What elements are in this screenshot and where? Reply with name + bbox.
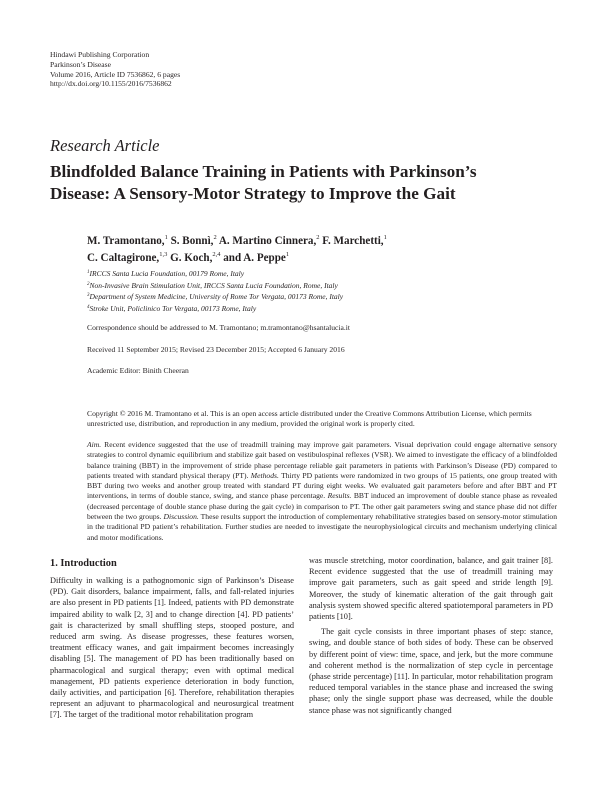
author-name: S. Bonnì,	[167, 235, 214, 247]
author-affiliation-mark: 1	[164, 234, 168, 241]
abstract-label-discussion: Discussion.	[161, 512, 199, 522]
author-list	[87, 233, 557, 267]
doi-link[interactable]: http://dx.doi.org/10.1155/2016/7536862	[50, 79, 172, 89]
author-name: and A. Peppe	[220, 252, 286, 264]
author-affiliation-mark: 2	[213, 234, 217, 241]
abstract-label-aim: Aim.	[87, 440, 102, 449]
abstract-methods: Thirty PD patients were randomized in two groups of 15 patients, one group treated with BBT during two weeks and another group treated with standard PT during eight weeks. We evaluated gait parameters before and after BBT and PT interventions, in terms of double stance, swing, and stance phase percentage.	[87, 470, 557, 501]
author-name: F. Marchetti,	[319, 235, 384, 247]
author-name: A. Martino Cinnera,	[216, 235, 317, 247]
author-line-1	[87, 233, 557, 250]
volume-info: Volume 2016, Article ID 7536862, 6 pages	[50, 69, 181, 79]
affiliation-item	[87, 303, 343, 315]
dates-line: Received 11 September 2015; Revised 23 December 2015; Accepted 6 January 2016	[87, 345, 345, 354]
author-affiliation-mark: 2,4	[212, 251, 221, 258]
body-paragraph: Difficulty in walking is a pathognomonic sign of Parkinson’s Disease (PD). Gait disorders, balance impairment, falls, and fall-related injuries are also present in PD patients [1]. Indeed, patients with PD demonstrate impaired ability to walk [2, 3] and to change direction [4]. PD patients’ gait is characterized by small shuffling steps, stooped posture, and reduced arm swing. As disease progresses, these features worsen, treatment efficacy wanes, and gait impairment becomes increasingly disabling [5]. The management of PD has been traditionally based on pharmacological and surgical therapy; even with optimal medical management, PD patients experience deterioration in body function, daily activities, and participation [6]. Therefore, rehabilitation therapies represent an adjuvant to pharmacological and neurosurgical treatment [7]. The target of the traditional motor rehabilitation program	[50, 576, 294, 720]
correspondence-line: Correspondence should be addressed to M. Tramontano; m.tramontano@hsantalucia.it	[87, 323, 351, 332]
author-affiliation-mark: 1	[285, 251, 290, 258]
article-type: Research Article	[50, 136, 160, 155]
author-name: G. Koch,	[167, 252, 213, 264]
author-affiliation-mark: 2	[316, 234, 320, 241]
body-column-right	[309, 555, 553, 716]
abstract-aim: Recent evidence suggested that the use of treadmill training may improve gait parameters. Visual deprivation could engage alternative sensory strategies to control dynamic equilibrium and stabilize gait based on vestibulospinal reflexes (VSR). We aimed to investigate the efficacy of a blindfolded balance training (BBT) in the improvement of stride phase percentage reliable gait parameters in patients with Parkinson’s Disease (PD) compared to patients treated with standard physical therapy (PT).	[87, 440, 557, 480]
journal-name: Parkinson’s Disease	[50, 59, 111, 69]
author-name: C. Caltagirone,	[87, 252, 160, 264]
abstract-label-results: Results.	[325, 491, 352, 501]
author-affiliation-mark: 1	[383, 234, 387, 241]
affiliation-list	[87, 268, 343, 314]
abstract-results: BBT induced an improvement of double stance phase as revealed (decreased percentage of double stance phase during the gait cycle) in comparison to PT. The other gait parameters swing and stance phase did not differ between the two groups.	[87, 491, 557, 522]
affiliation-text: Department of System Medicine, University of Rome Tor Vergata, 00173 Rome, Italy	[89, 292, 344, 302]
affiliation-text: IRCCS Santa Lucia Foundation, 00179 Rome, Italy	[89, 269, 245, 278]
body-column-left	[50, 575, 294, 721]
affiliation-number: 4	[87, 304, 90, 310]
article-title	[50, 161, 560, 205]
affiliation-item	[87, 280, 343, 292]
publisher-name: Hindawi Publishing Corporation	[50, 50, 150, 59]
copyright-notice: Copyright © 2016 M. Tramontano et al. This is an open access article distributed under the Creative Commons Attribution License, which permits unrestricted use, distribution, and reproduction in any medium, provided the original work is properly cited.	[87, 409, 532, 429]
affiliation-number: 1	[87, 270, 90, 275]
title-line-2: Disease: A Sensory-Motor Strategy to Improve the Gait	[50, 184, 456, 203]
author-name: M. Tramontano,	[87, 235, 165, 247]
body-paragraph: The gait cycle consists in three important phases of step: stance, swing, and double stance of both sides of body. These can be observed by different point of view: time, space, and jerk, but the more commune and coherent method is the normalization of step cycle in percentage (phase stride percentage) [11]. In particular, motor rehabilitation program reduced temporal variables in the stance phase and increased the swing phase; only the single support phase was decreased, while the double stance phase was not significantly changed	[309, 627, 553, 715]
journal-header	[50, 50, 180, 89]
body-paragraph: was muscle stretching, motor coordination, balance, and gait trainer [8]. Recent evidence suggested that the use of treadmill training may improve gait parameters, such as gait speed and stride length [9]. Moreover, the study of kinematic alteration of the gait through gait analysis system showed specific altered spatiotemporal parameters in PD patients [10].	[309, 556, 553, 622]
affiliation-item	[87, 268, 343, 280]
affiliation-number: 2	[87, 281, 90, 287]
academic-editor: Academic Editor: Binith Cheeran	[87, 366, 189, 375]
affiliation-text: Stroke Unit, Policlinico Tor Vergata, 00173 Rome, Italy	[89, 303, 257, 313]
affiliation-text: Non-Invasive Brain Stimulation Unit, IRCCS Santa Lucia Foundation, Rome, Italy	[89, 280, 338, 290]
section-heading-introduction: 1. Introduction	[50, 558, 117, 569]
abstract	[87, 440, 557, 543]
author-line-2	[87, 250, 557, 267]
abstract-label-methods: Methods.	[248, 470, 279, 480]
title-line-1: Blindfolded Balance Training in Patients with Parkinson’s	[50, 162, 477, 181]
affiliation-item	[87, 291, 343, 303]
abstract-discussion: These results support the introduction of complementary rehabilitative strategies based on sensory-motor stimulation in the traditional PD patient’s rehabilitation. Further studies are needed to investigate the neurophysiological circuits and mechanism underlying clinical and motor modifications.	[87, 512, 557, 542]
author-affiliation-mark: 1,3	[159, 251, 168, 258]
affiliation-number: 3	[87, 293, 90, 299]
